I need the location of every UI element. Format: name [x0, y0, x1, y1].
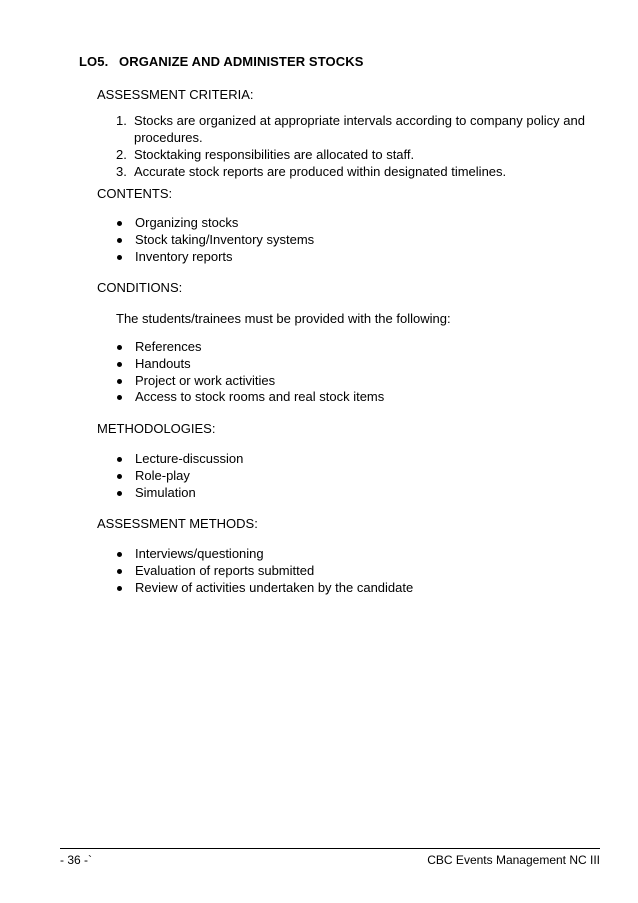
bullet-icon [117, 221, 122, 226]
list-item-text: Organizing stocks [135, 215, 239, 230]
criteria-item [116, 163, 596, 180]
footer-page-number: - 36 -` [60, 853, 93, 867]
criteria-number: 3. [116, 164, 127, 179]
footer-document-title: CBC Events Management NC III [427, 853, 600, 867]
bullet-icon [117, 552, 122, 557]
methodologies-list [116, 451, 243, 501]
list-item [116, 468, 243, 485]
list-item [116, 389, 384, 406]
criteria-item [116, 112, 596, 146]
bullet-icon [117, 255, 122, 260]
criteria-number: 1. [116, 113, 127, 128]
list-item-text: Interviews/questioning [135, 546, 264, 561]
criteria-item [116, 146, 596, 163]
list-item-text: Role-play [135, 467, 190, 483]
criteria-text: Accurate stock reports are produced within designated timelines. [134, 164, 507, 179]
list-item-text: Simulation [135, 484, 196, 500]
bullet-icon [117, 395, 122, 400]
bullet-icon [117, 586, 122, 591]
list-item [116, 215, 314, 232]
conditions-heading: CONDITIONS: [97, 280, 183, 295]
list-item-text: Stock taking/Inventory systems [135, 231, 315, 247]
assessment-methods-list [116, 546, 413, 596]
list-item [116, 485, 243, 502]
assessment-criteria-heading: ASSESSMENT CRITERIA: [97, 87, 254, 102]
list-item [116, 232, 314, 249]
list-item [116, 580, 413, 597]
criteria-number: 2. [116, 147, 127, 162]
list-item [116, 249, 314, 266]
list-item [116, 563, 413, 580]
bullet-icon [117, 457, 122, 462]
conditions-intro: The students/trainees must be provided with the following: [116, 311, 451, 326]
footer-divider [60, 848, 600, 849]
list-item-text: Access to stock rooms and real stock items [135, 389, 385, 405]
bullet-icon [117, 474, 122, 479]
methodologies-heading: METHODOLOGIES: [97, 421, 216, 436]
list-item-text: Handouts [135, 355, 191, 371]
bullet-icon [117, 345, 122, 350]
criteria-text: Stocktaking responsibilities are allocated to staff. [134, 147, 415, 162]
bullet-icon [117, 491, 122, 496]
bullet-icon [117, 238, 122, 243]
bullet-icon [117, 379, 122, 384]
list-item-text: Inventory reports [135, 248, 233, 264]
bullet-icon [117, 569, 122, 574]
list-item [116, 546, 413, 563]
list-item [116, 451, 243, 468]
criteria-text: Stocks are organized at appropriate intervals according to company policy and procedures. [134, 113, 585, 145]
list-item-text: References [135, 339, 202, 354]
list-item-text: Review of activities undertaken by the candidate [135, 579, 414, 595]
list-item-text: Evaluation of reports submitted [135, 562, 315, 578]
title-text: ORGANIZE AND ADMINISTER STOCKS [119, 54, 364, 69]
contents-heading: CONTENTS: [97, 186, 173, 201]
assessment-criteria-list [116, 112, 596, 180]
title-number: LO5. [79, 54, 109, 69]
contents-list [116, 215, 314, 265]
list-item-text: Project or work activities [135, 372, 276, 388]
list-item [116, 373, 384, 390]
assessment-methods-heading: ASSESSMENT METHODS: [97, 516, 258, 531]
list-item [116, 339, 384, 356]
bullet-icon [117, 362, 122, 367]
list-item [116, 356, 384, 373]
conditions-list [116, 339, 384, 406]
list-item-text: Lecture-discussion [135, 451, 244, 466]
page-title [79, 54, 363, 69]
